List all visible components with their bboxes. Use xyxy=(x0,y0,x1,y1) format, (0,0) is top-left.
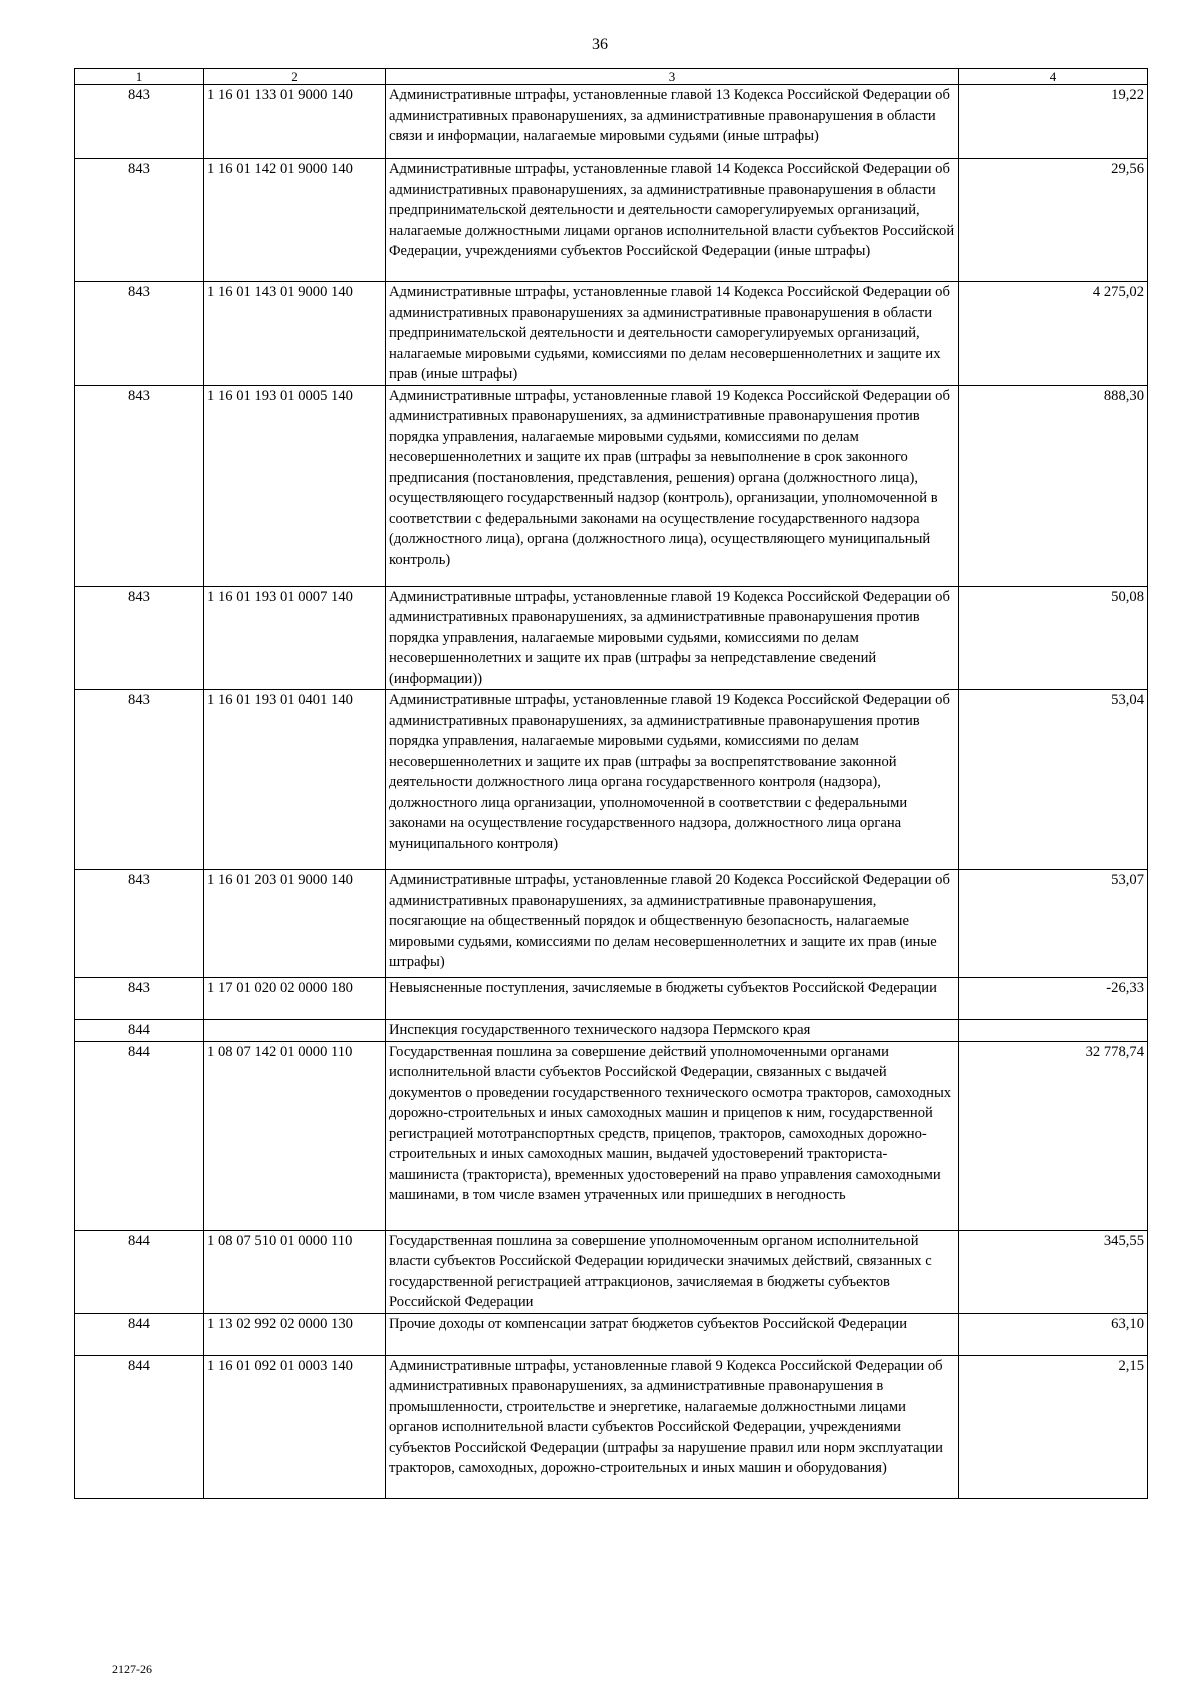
admin-code-cell: 843 xyxy=(75,586,204,690)
description-cell: Административные штрафы, установленные главой 14 Кодекса Российской Федерации об административных правонарушениях, за административные правонарушения в области предпринимательской деятельности и деятельности саморегулируемых организаций, налагаемые должностными лицами органов исполнительной власти субъектов Российской Федерации, учреждениями субъектов Российской Федерации (иные штрафы) xyxy=(386,159,959,282)
amount-cell: 19,22 xyxy=(959,85,1148,159)
table-header-row xyxy=(75,69,1148,85)
budget-code-cell xyxy=(204,1020,386,1042)
column-header-2: 2 xyxy=(204,69,386,85)
budget-code-cell: 1 16 01 193 01 0007 140 xyxy=(204,586,386,690)
admin-code-cell: 844 xyxy=(75,1020,204,1042)
budget-code-cell: 1 16 01 092 01 0003 140 xyxy=(204,1355,386,1498)
section-title-cell: Инспекция государственного технического надзора Пермского края xyxy=(386,1020,959,1042)
description-cell: Невыясненные поступления, зачисляемые в бюджеты субъектов Российской Федерации xyxy=(386,978,959,1020)
description-cell: Административные штрафы, установленные главой 9 Кодекса Российской Федерации об административных правонарушениях, за административные правонарушения в промышленности, строительстве и энергетике, налагаемые должностными лицами органов исполнительной власти субъектов Российской Федерации, учреждениями субъектов Российской Федерации (штрафы за нарушение правил или норм эксплуатации тракторов, самоходных, дорожно-строительных и иных машин и оборудования) xyxy=(386,1355,959,1498)
amount-cell: 50,08 xyxy=(959,586,1148,690)
description-cell: Государственная пошлина за совершение действий уполномоченными органами исполнительной власти субъектов Российской Федерации, связанных с выдачей документов о проведении государственного технического осмотра тракторов, самоходных дорожно-строительных и иных самоходных машин и прицепов к ним, государственной регистрацией мототранспортных средств, прицепов, тракторов, самоходных дорожно-строительных и иных самоходных машин, выдачей удостоверений тракториста-машиниста (тракториста), временных удостоверений на право управления самоходными машинами, в том числе взамен утраченных или пришедших в негодность xyxy=(386,1041,959,1230)
budget-code-cell: 1 16 01 142 01 9000 140 xyxy=(204,159,386,282)
description-cell: Административные штрафы, установленные главой 19 Кодекса Российской Федерации об административных правонарушениях, за административные правонарушения против порядка управления, налагаемые мировыми судьями, комиссиями по делам несовершеннолетних и защите их прав (штрафы за воспрепятствование законной деятельности должностного лица органа государственного контроля (надзора), должностного лица организации, уполномоченной в соответствии с федеральными законами на осуществление государственного надзора, должностного лица органа муниципального контроля) xyxy=(386,690,959,870)
table-row xyxy=(75,159,1148,282)
column-header-3: 3 xyxy=(386,69,959,85)
admin-code-cell: 843 xyxy=(75,282,204,386)
table-row xyxy=(75,1020,1148,1042)
amount-cell: -26,33 xyxy=(959,978,1148,1020)
amount-cell: 2,15 xyxy=(959,1355,1148,1498)
column-header-4: 4 xyxy=(959,69,1148,85)
admin-code-cell: 843 xyxy=(75,978,204,1020)
table-row xyxy=(75,85,1148,159)
table-row xyxy=(75,870,1148,978)
amount-cell: 4 275,02 xyxy=(959,282,1148,386)
admin-code-cell: 844 xyxy=(75,1230,204,1313)
description-cell: Административные штрафы, установленные главой 20 Кодекса Российской Федерации об административных правонарушениях, за административные правонарушения, посягающие на общественный порядок и общественную безопасность, налагаемые мировыми судьями, комиссиями по делам несовершеннолетних и защите их прав (иные штрафы) xyxy=(386,870,959,978)
table-row xyxy=(75,1230,1148,1313)
amount-cell xyxy=(959,1020,1148,1042)
description-cell: Государственная пошлина за совершение уполномоченным органом исполнительной власти субъектов Российской Федерации юридически значимых действий, связанных с государственной регистрацией аттракционов, зачисляемая в бюджеты субъектов Российской Федерации xyxy=(386,1230,959,1313)
amount-cell: 888,30 xyxy=(959,385,1148,586)
description-cell: Административные штрафы, установленные главой 19 Кодекса Российской Федерации об административных правонарушениях, за административные правонарушения против порядка управления, налагаемые мировыми судьями, комиссиями по делам несовершеннолетних и защите их прав (штрафы за невыполнение в срок законного предписания (постановления, представления, решения) органа (должностного лица), осуществляющего государственный надзор (контроль), организации, уполномоченной в соответствии с федеральными законами на осуществление государственного надзора (должностного лица), органа (должностного лица), осуществляющего муниципальный контроль) xyxy=(386,385,959,586)
budget-revenue-table xyxy=(74,68,1148,1499)
budget-code-cell: 1 16 01 193 01 0005 140 xyxy=(204,385,386,586)
description-cell: Прочие доходы от компенсации затрат бюджетов субъектов Российской Федерации xyxy=(386,1313,959,1355)
table-row xyxy=(75,978,1148,1020)
budget-code-cell: 1 16 01 133 01 9000 140 xyxy=(204,85,386,159)
amount-cell: 53,07 xyxy=(959,870,1148,978)
table-row xyxy=(75,1355,1148,1498)
page-number: 36 xyxy=(592,36,608,53)
budget-code-cell: 1 08 07 510 01 0000 110 xyxy=(204,1230,386,1313)
description-cell: Административные штрафы, установленные главой 14 Кодекса Российской Федерации об административных правонарушениях за административные правонарушения в области предпринимательской деятельности и деятельности саморегулируемых организаций, налагаемые мировыми судьями, комиссиями по делам несовершеннолетних и защите их прав (иные штрафы) xyxy=(386,282,959,386)
amount-cell: 32 778,74 xyxy=(959,1041,1148,1230)
table-row xyxy=(75,1313,1148,1355)
amount-cell: 63,10 xyxy=(959,1313,1148,1355)
admin-code-cell: 843 xyxy=(75,385,204,586)
description-cell: Административные штрафы, установленные главой 13 Кодекса Российской Федерации об административных правонарушениях, за административные правонарушения в области связи и информации, налагаемые мировыми судьями (иные штрафы) xyxy=(386,85,959,159)
budget-code-cell: 1 08 07 142 01 0000 110 xyxy=(204,1041,386,1230)
amount-cell: 345,55 xyxy=(959,1230,1148,1313)
table-row xyxy=(75,586,1148,690)
column-header-1: 1 xyxy=(75,69,204,85)
admin-code-cell: 843 xyxy=(75,85,204,159)
admin-code-cell: 843 xyxy=(75,870,204,978)
budget-code-cell: 1 13 02 992 02 0000 130 xyxy=(204,1313,386,1355)
budget-code-cell: 1 16 01 193 01 0401 140 xyxy=(204,690,386,870)
admin-code-cell: 843 xyxy=(75,690,204,870)
budget-code-cell: 1 17 01 020 02 0000 180 xyxy=(204,978,386,1020)
admin-code-cell: 843 xyxy=(75,159,204,282)
table-row xyxy=(75,385,1148,586)
table-row xyxy=(75,282,1148,386)
amount-cell: 29,56 xyxy=(959,159,1148,282)
budget-code-cell: 1 16 01 143 01 9000 140 xyxy=(204,282,386,386)
document-footer-code: 2127-26 xyxy=(112,1662,152,1676)
admin-code-cell: 844 xyxy=(75,1313,204,1355)
admin-code-cell: 844 xyxy=(75,1355,204,1498)
admin-code-cell: 844 xyxy=(75,1041,204,1230)
budget-code-cell: 1 16 01 203 01 9000 140 xyxy=(204,870,386,978)
table-row xyxy=(75,1041,1148,1230)
amount-cell: 53,04 xyxy=(959,690,1148,870)
description-cell: Административные штрафы, установленные главой 19 Кодекса Российской Федерации об административных правонарушениях, за административные правонарушения против порядка управления, налагаемые мировыми судьями, комиссиями по делам несовершеннолетних и защите их прав (штрафы за непредставление сведений (информации)) xyxy=(386,586,959,690)
table-row xyxy=(75,690,1148,870)
